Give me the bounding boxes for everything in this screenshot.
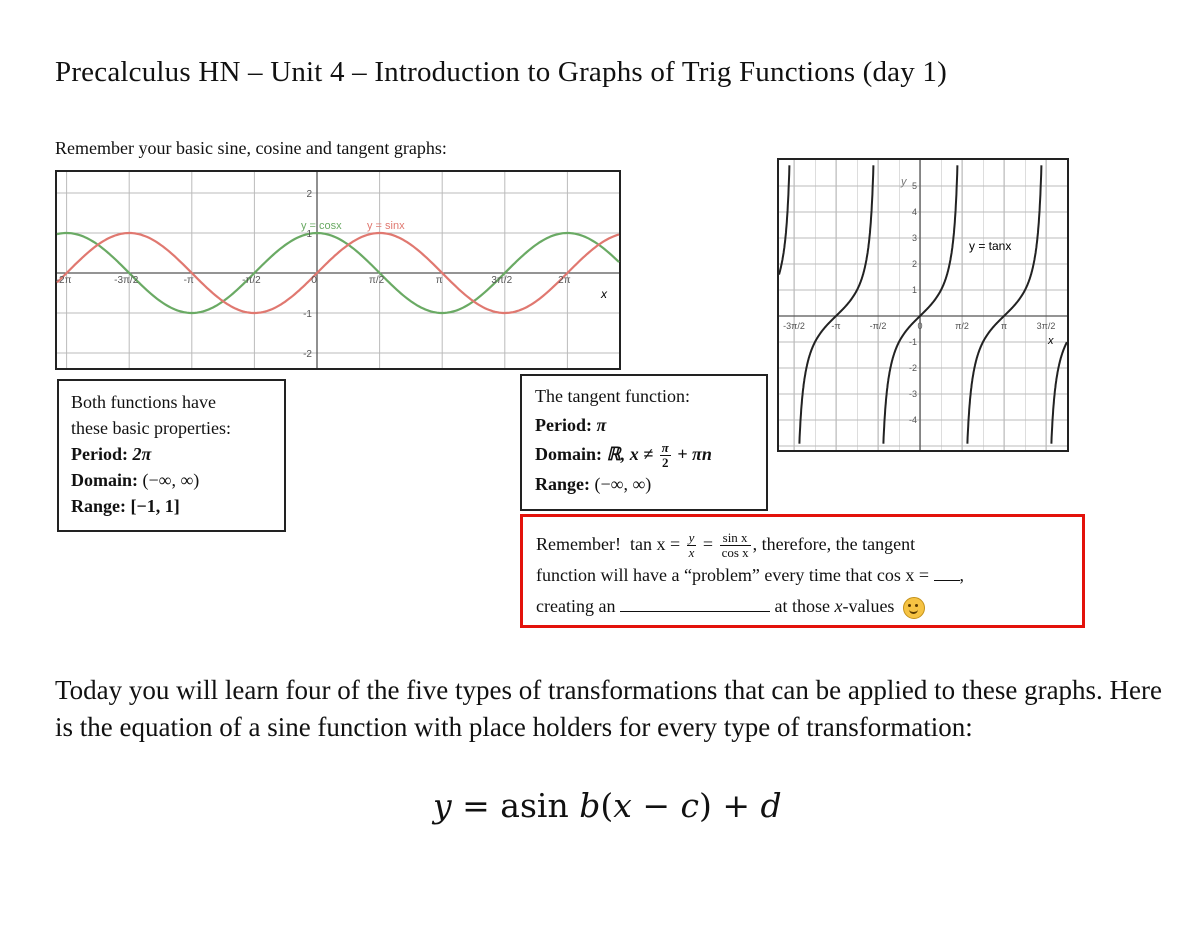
tan-domain-suffix: + πn [677,444,712,464]
tan-x-tick-label: 0 [917,321,923,331]
remember-fraction-yx [687,531,697,560]
sincos-period-value: 2π [132,444,152,464]
remember-frac2-den: cos x [721,545,749,561]
sincos-x-tick-label: π [435,275,443,286]
tan-period-value: π [596,415,607,435]
tan-x-axis-label: x [1048,335,1054,347]
tan-box-heading: The tangent function: [535,386,690,406]
eq-close-paren: ) [698,786,712,825]
remember-frac1-den: x [688,545,695,561]
tangent-properties-box [520,374,768,511]
intro-text: Remember your basic sine, cosine and tangent graphs: [55,138,447,158]
tan-y-tick-label: 4 [911,207,917,217]
eq-equals: = [451,786,501,825]
sincos-y-tick-label: 1 [306,229,312,240]
remember-line2: function will have a “problem” every time that [536,565,873,586]
remember-line3-tail: -values [842,596,895,617]
sine-cosine-graph [55,170,621,370]
remember-line3-var: x [834,596,843,617]
eq-minus: − [631,786,681,825]
remember-box [520,514,1085,628]
sine-label: y = sinx [367,220,405,232]
tan-y-tick-label: 1 [911,285,917,295]
tan-domain-prefix: ℝ, x ≠ [606,444,654,464]
cosine-label: y = cosx [301,220,342,232]
sincos-box-line1: Both functions have [71,392,216,412]
tan-range-label: Range: [535,474,590,495]
transformations-paragraph: Today you will learn four of the five types of transformations that can be applied to these graphs. Here is the equation of a sine function with place holders for every type of transformation: [55,675,1163,742]
remember-line3-start: creating an [536,596,616,617]
tan-x-tick-label: π/2 [955,321,969,331]
sine-transformation-equation [433,786,782,825]
remember-line3-end: at those [774,596,830,617]
tan-y-tick-label: 5 [911,181,917,191]
tan-range-value: (−∞, ∞) [594,474,652,495]
tan-y-tick-label: -4 [908,415,917,425]
eq-y: y [433,786,452,825]
sincos-x-tick-label: 3π/2 [491,275,513,286]
eq-sin: sin [519,786,580,825]
sincos-x-tick-label: 2π [558,275,571,286]
sincos-x-tick-label: π/2 [368,275,385,286]
remember-frac2-num: sin x [720,531,751,546]
eq-open-paren: ( [600,786,614,825]
tan-x-tick-label: π [1000,321,1008,331]
tan-x-tick-label: 3π/2 [1036,321,1056,331]
sincos-y-tick-label: -2 [303,349,312,360]
sincos-x-axis-label: x [601,287,607,301]
sincos-x-tick-label: -3π/2 [114,275,139,286]
cos-value-blank[interactable] [934,564,960,581]
tan-domain-label: Domain: [535,444,602,464]
remember-line2-expr: cos x = [876,565,930,586]
sincos-x-tick-label: -π/2 [242,275,261,286]
sincos-box-line2: these basic properties: [71,418,231,438]
remember-after: , therefore, the tangent [752,534,916,554]
tan-x-tick-label: -3π/2 [783,321,805,331]
remember-tan: tan x = [629,534,681,554]
eq-x: x [613,786,632,825]
tan-period-label: Period: [535,415,592,435]
tan-y-axis-label: y [901,176,907,188]
tan-y-tick-label: 2 [911,259,917,269]
sincos-domain-value: (−∞, ∞) [142,470,200,490]
eq-d: d [760,786,782,825]
sine-cosine-properties-box [57,379,286,532]
tan-x-tick-label: -π [831,321,841,331]
remember-frac1-num: y [688,530,695,546]
sincos-range-value: [−1, 1] [130,496,180,516]
sincos-x-tick-label: 0 [311,275,317,286]
tan-x-tick-label: -π/2 [869,321,887,331]
sincos-period-label: Period: [71,444,128,464]
tan-curve-label: y = tanx [969,239,1012,253]
remember-eq: = [702,534,714,554]
tan-domain-frac-den: 2 [661,455,669,471]
smiley-icon [903,597,925,619]
sincos-y-tick-label: 2 [306,189,312,200]
sincos-range-label: Range: [71,496,126,516]
tangent-graph [777,158,1069,452]
page-title: Precalculus HN – Unit 4 – Introduction to Graphs of Trig Functions (day 1) [55,56,947,88]
eq-a: a [500,786,520,825]
tan-y-tick-label: -3 [908,389,917,399]
tan-y-tick-label: -1 [908,337,917,347]
tan-y-tick-label: -2 [908,363,917,373]
remember-lead: Remember! [536,534,621,554]
sincos-x-tick-label: -2π [55,275,72,286]
sincos-x-tick-label: -π [183,275,194,286]
remember-line2-end: , [959,565,965,586]
tan-domain-frac-num: π [661,440,669,456]
asymptote-blank[interactable] [620,595,770,612]
sincos-domain-label: Domain: [71,470,138,490]
sincos-y-tick-label: -1 [303,309,312,320]
eq-b: b [579,786,601,825]
tan-y-tick-label: 3 [911,233,917,243]
eq-c: c [680,786,699,825]
eq-plus: + [711,786,761,825]
tan-domain-fraction [660,441,671,470]
remember-fraction-sincos [720,531,751,560]
